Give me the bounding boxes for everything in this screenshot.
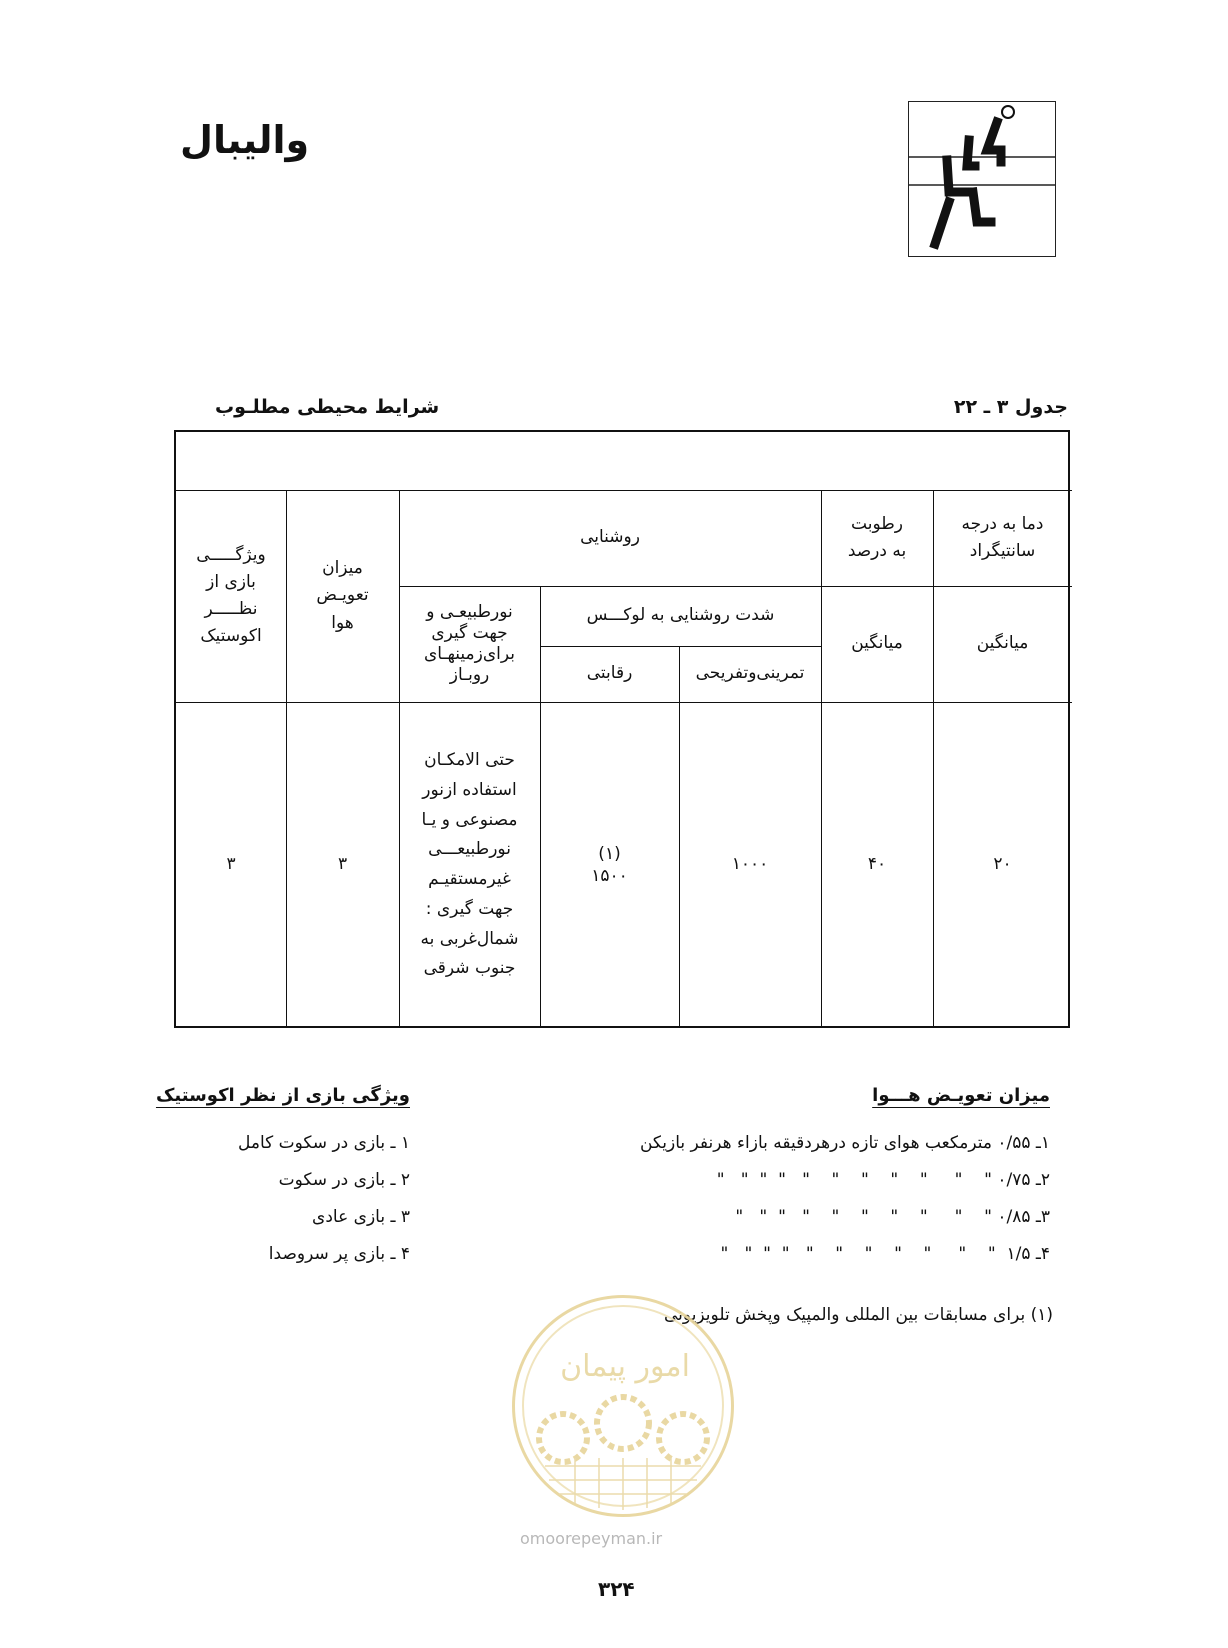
header-temperature: دما به درجه سانتیگراد (961, 513, 1044, 561)
value-air-exchange: ۳ (337, 854, 348, 875)
air-exchange-item: ۴ـ ۱/۵ " " " " " " " " " " " (720, 1244, 1050, 1264)
header-light-intensity: شدت روشنایی به لوکـــس (586, 605, 775, 626)
table-title: شرایط محیطی مطلـوب (215, 396, 440, 418)
value-humidity: ۴۰ (867, 854, 887, 875)
air-exchange-item: ۱ـ ۰/۵۵ مترمکعب هوای تازه درهردقیقه بازاء هرنفر بازیکن (639, 1133, 1050, 1153)
svg-text:امور پیمان: امور پیمان (560, 1349, 690, 1384)
header-humidity-average: میانگین (851, 633, 903, 654)
air-exchange-title: میزان تعویـض هـــوا (872, 1085, 1050, 1106)
value-temperature: ۲۰ (993, 854, 1012, 875)
page-number: ۳۲۴ (598, 1577, 635, 1601)
air-exchange-item: ۳ـ ۰/۸۵ " " " " " " " " " " (735, 1207, 1050, 1227)
value-competition: (۱) ۱۵۰۰ (591, 843, 628, 886)
header-natural-light: نورطبیعـی و جهت گیری برای‌زمینهـای روبـاز (423, 601, 516, 686)
air-exchange-item: ۲ـ ۰/۷۵ " " " " " " " " " " " (716, 1170, 1050, 1190)
acoustic-item: ۳ ـ بازی عادی (312, 1207, 410, 1227)
footnote: (۱) برای مسابقات بین المللی والمپیک وپخش تلویزیونی (664, 1305, 1053, 1325)
header-competition: رقابتی (586, 663, 633, 684)
acoustic-title: ویژگی بازی از نظر اکوستیک (155, 1085, 410, 1106)
header-acoustic: ویژگـــــی بازی از نظـــــر اکوستیک (196, 544, 266, 647)
acoustic-item: ۴ ـ بازی پر سروصدا (268, 1244, 410, 1264)
page-title: والیبال (180, 118, 310, 162)
value-natural-light: حتی الامکـان استفاده ازنور مصنوعی و یـا نورطبیعـــی غیرمستقیـم جهت گیری : شمال‌غربی به جنوب شرقی (420, 750, 519, 979)
watermark-url: omoorepeyman.ir (520, 1529, 663, 1548)
header-temp-average: میانگین (976, 633, 1029, 654)
watermark-seal-icon (512, 1295, 734, 1517)
volleyball-pictogram-icon (908, 101, 1056, 257)
value-acoustic: ۳ (226, 854, 236, 875)
acoustic-item: ۱ ـ بازی در سکوت کامل (237, 1133, 410, 1153)
environment-table (174, 430, 1070, 1028)
header-training: تمرینی‌وتفریحی (695, 663, 805, 684)
header-humidity: رطوبت به درصد (847, 513, 907, 561)
table-number: جدول ۳ ـ ۲۲ (953, 396, 1068, 418)
header-lighting: روشنایی (580, 527, 640, 548)
value-training: ۱۰۰۰ (731, 854, 769, 875)
header-air-exchange: میزان تعویـض هوا (316, 558, 369, 633)
acoustic-item: ۲ ـ بازی در سکوت (278, 1170, 410, 1190)
